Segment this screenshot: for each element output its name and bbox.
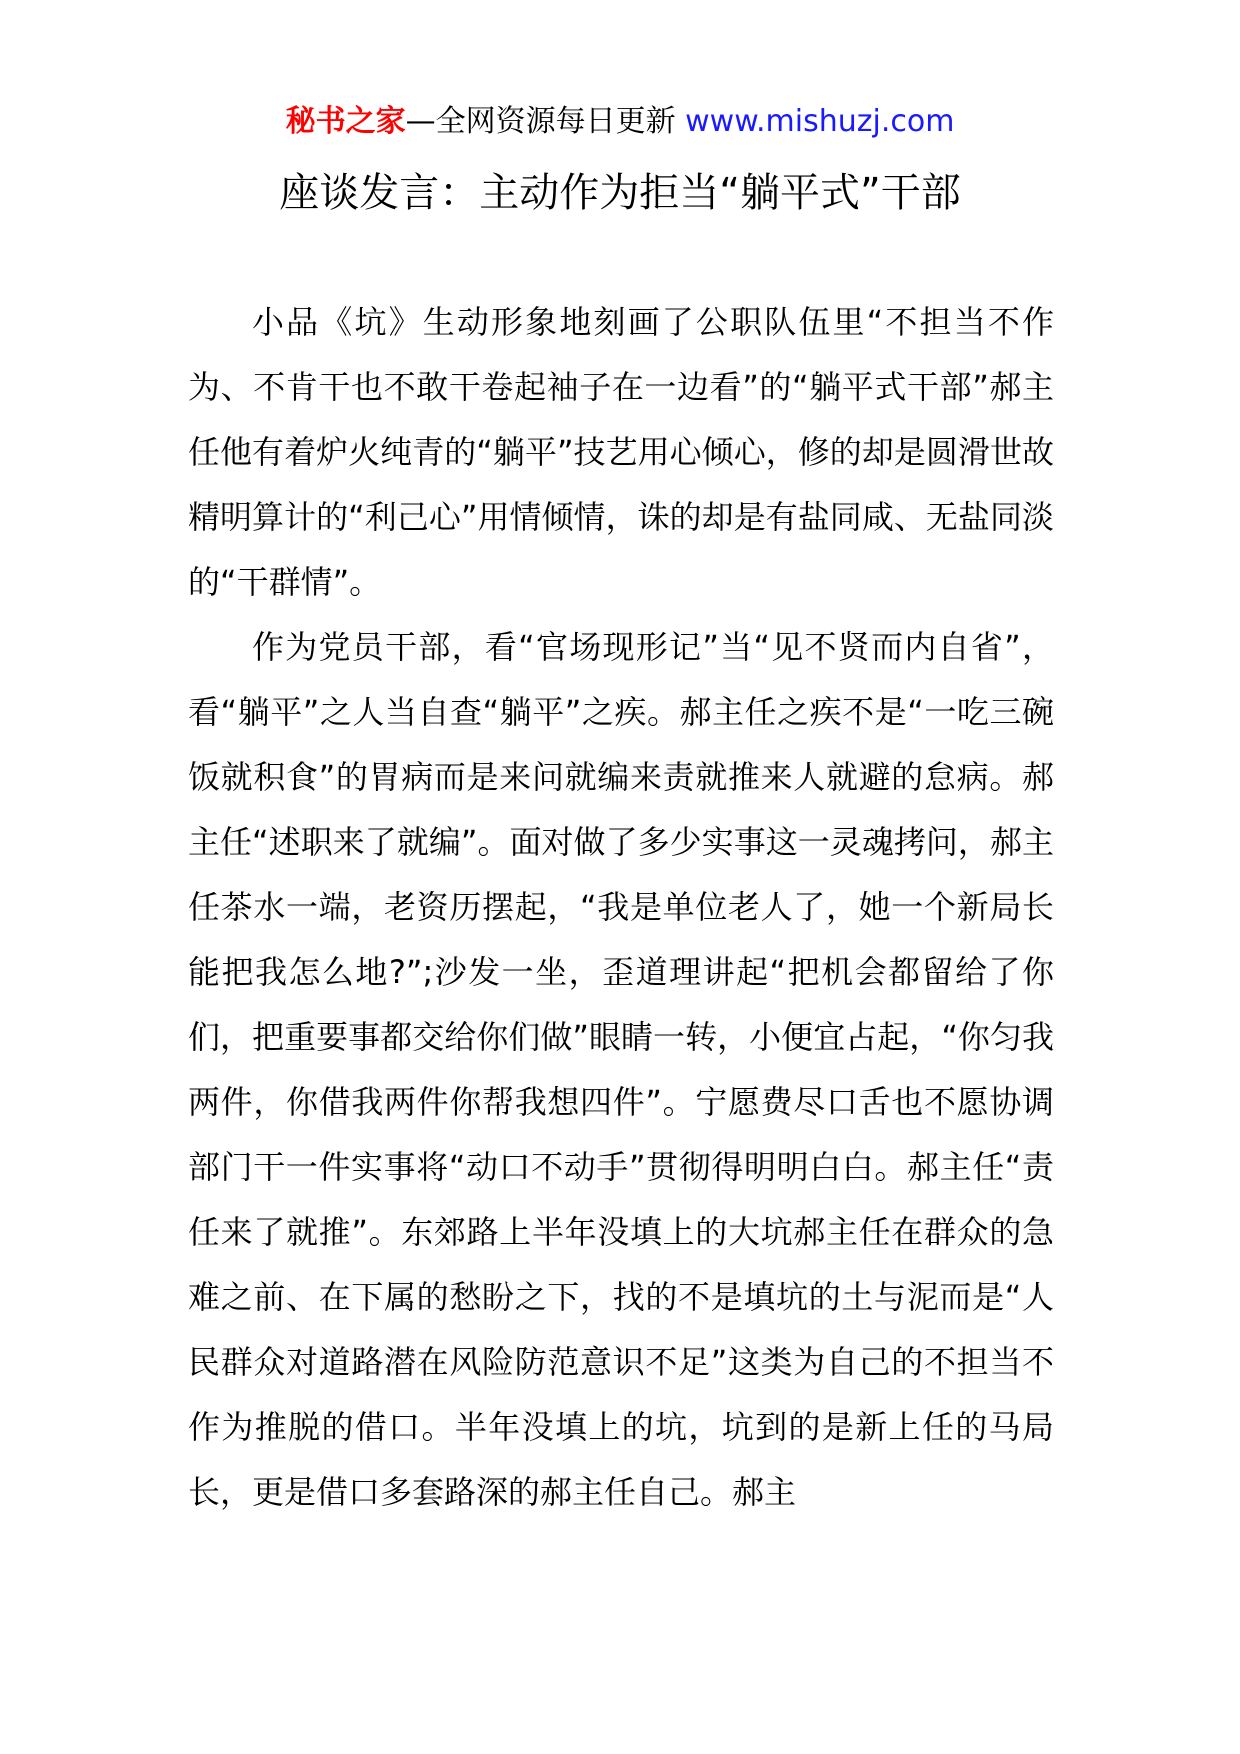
document-body	[188, 290, 1054, 1525]
body-paragraph-2: 作为党员干部，看“官场现形记”当“见不贤而内自省”，看“躺平”之人当自查“躺平”之疾。郝主任之疾不是“一吃三碗饭就积食”的胃病而是来问就编来责就推来人就避的怠病。郝主任“述职来了就编”。面对做了多少实事这一灵魂拷问，郝主任茶水一端，老资历摆起，“我是单位老人了，她一个新局长能把我怎么地?”;沙发一坐，歪道理讲起“把机会都留给了你们，把重要事都交给你们做”眼睛一转，小便宜占起，“你匀我两件，你借我两件你帮我想四件”。宁愿费尽口舌也不愿协调部门干一件实事将“动口不动手”贯彻得明明白白。郝主任“责任来了就推”。东郊路上半年没填上的大坑郝主任在群众的急难之前、在下属的愁盼之下，找的不是填坑的土与泥而是“人民群众对道路潜在风险防范意识不足”这类为自己的不担当不作为推脱的借口。半年没填上的坑，坑到的是新上任的马局长，更是借口多套路深的郝主任自己。郝主	[188, 628, 1054, 1511]
body-paragraph-1: 小品《坑》生动形象地刻画了公职队伍里“不担当不作为、不肯干也不敢干卷起袖子在一边看”的“躺平式干部”郝主任他有着炉火纯青的“躺平”技艺用心倾心，修的却是圆滑世故精明算计的“利己心”用情倾情，诛的却是有盐同咸、无盐同淡的“干群情”。	[188, 303, 1054, 601]
document-title: 座谈发言：主动作为拒当“躺平式”干部	[279, 170, 961, 216]
site-brand: 秘书之家	[285, 104, 406, 139]
site-tagline: —全网资源每日更新	[405, 104, 676, 139]
site-header	[0, 100, 1240, 144]
site-url-link[interactable]: www.mishuzj.com	[685, 104, 955, 139]
